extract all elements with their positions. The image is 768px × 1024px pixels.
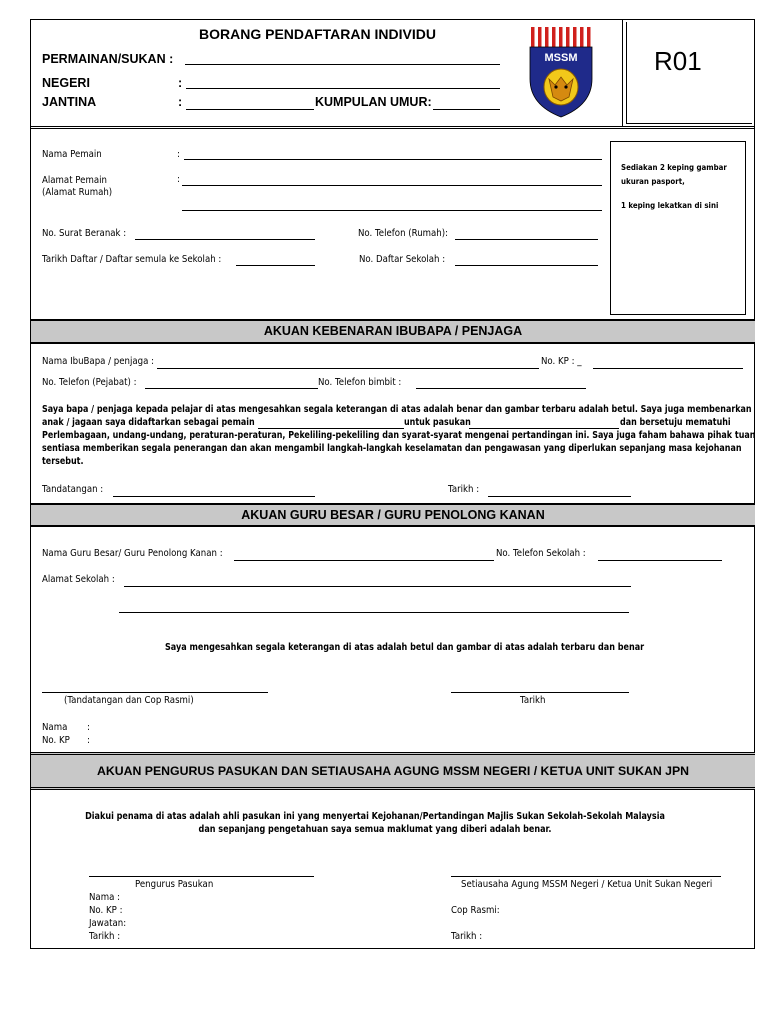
- secretary-label: Setiausaha Agung MSSM Negeri / Ketua Unit Sukan Negeri: [461, 879, 713, 890]
- form-code-box-inner: [626, 22, 752, 124]
- headmaster-name-label: Nama Guru Besar/ Guru Penolong Kanan :: [42, 548, 223, 559]
- birth-cert-label: No. Surat Beranak :: [42, 228, 127, 239]
- team-manager-label: Pengurus Pasukan: [135, 879, 214, 890]
- parent-date-line[interactable]: [488, 496, 631, 497]
- player-sport-line[interactable]: [258, 428, 404, 429]
- parent-declaration-line-2b: untuk pasukan: [404, 417, 471, 428]
- secretary-date-label: Tarikh :: [451, 931, 483, 942]
- player-address-label: Alamat Pemain: [42, 175, 107, 186]
- school-reg-label: No. Daftar Sekolah :: [359, 254, 446, 265]
- player-name-line[interactable]: [184, 159, 602, 160]
- parent-signature-label: Tandatangan :: [42, 484, 104, 495]
- register-date-label: Tarikh Daftar / Daftar semula ke Sekolah :: [42, 254, 222, 265]
- parent-declaration-line-5: tersebut.: [42, 456, 84, 467]
- school-phone-line[interactable]: [598, 560, 722, 561]
- headmaster-date-label: Tarikh: [520, 695, 546, 706]
- form-code: R01: [654, 46, 702, 76]
- headmaster-section-bar: AKUAN GURU BESAR / GURU PENOLONG KANAN: [31, 503, 755, 527]
- headmaster-name-field-colon: :: [87, 722, 90, 733]
- team-manager-line[interactable]: [89, 876, 314, 877]
- register-date-line[interactable]: [236, 265, 315, 266]
- form-title: BORANG PENDAFTARAN INDIVIDU: [199, 26, 436, 42]
- team-manager-date-label: Tarikh :: [89, 931, 121, 942]
- gender-colon: :: [178, 95, 183, 109]
- svg-text:MSSM: MSSM: [544, 52, 578, 64]
- mobile-line[interactable]: [416, 388, 586, 389]
- age-group-label: KUMPULAN UMUR:: [315, 95, 432, 109]
- home-phone-label: No. Telefon (Rumah):: [358, 228, 449, 239]
- headmaster-ic-field-colon: :: [87, 735, 90, 746]
- age-group-input-line[interactable]: [433, 109, 500, 110]
- team-manager-name-label: Nama :: [89, 892, 120, 903]
- headmaster-signature-line[interactable]: [42, 692, 268, 693]
- player-team-line[interactable]: [469, 428, 619, 429]
- secretary-line[interactable]: [451, 876, 721, 877]
- sport-input-line[interactable]: [185, 64, 500, 65]
- birth-cert-line[interactable]: [135, 239, 315, 240]
- parent-section-bar: AKUAN KEBENARAN IBUBAPA / PENJAGA: [31, 319, 755, 344]
- state-label: NEGERI: [42, 76, 90, 90]
- headmaster-ic-field: No. KP: [42, 735, 70, 746]
- school-phone-label: No. Telefon Sekolah :: [496, 548, 586, 559]
- header-rule: [31, 126, 754, 129]
- gender-input-line[interactable]: [186, 109, 314, 110]
- mssm-logo: [527, 27, 595, 119]
- player-name-label: Nama Pemain: [42, 149, 102, 160]
- parent-name-label: Nama IbuBapa / penjaga :: [42, 356, 155, 367]
- player-name-colon: :: [177, 149, 180, 160]
- state-input-line[interactable]: [186, 88, 500, 89]
- sport-label: PERMAINAN/SUKAN :: [42, 52, 174, 66]
- player-address-sub-label: (Alamat Rumah): [42, 187, 113, 198]
- parent-declaration-line-2c: dan bersetuju mematuhi: [620, 417, 731, 428]
- school-address-line-2[interactable]: [119, 612, 629, 613]
- photo-note-1: Sediakan 2 keping gambar: [621, 163, 727, 172]
- parent-declaration-line-4: sentiasa memberikan segala penerangan dan akan mengambil langkah-langkah keselamatan dan pengawasan yang diperlukan sepanjang masa kejohanan: [42, 443, 742, 454]
- manager-declaration-line-1: Diakui penama di atas adalah ahli pasukan ini yang menyertai Kejohanan/Pertandingan Majlis Sukan Sekolah-Sekolah Malaysia: [85, 811, 665, 822]
- team-manager-ic-label: No. KP :: [89, 905, 123, 916]
- headmaster-declaration: Saya mengesahkan segala keterangan di atas adalah betul dan gambar di atas adalah terbaru dan benar: [165, 642, 645, 653]
- photo-note-3: 1 keping lekatkan di sini: [621, 201, 719, 210]
- player-address-line-1[interactable]: [182, 185, 602, 186]
- parent-name-line[interactable]: [157, 368, 539, 369]
- headmaster-signature-label: (Tandatangan dan Cop Rasmi): [64, 695, 194, 706]
- headmaster-name-field: Nama: [42, 722, 68, 733]
- office-phone-line[interactable]: [145, 388, 318, 389]
- manager-section-bar: AKUAN PENGURUS PASUKAN DAN SETIAUSAHA AGUNG MSSM NEGERI / KETUA UNIT SUKAN JPN: [31, 752, 755, 790]
- parent-declaration-line-1: Saya bapa / penjaga kepada pelajar di atas mengesahkan segala keterangan di atas adalah benar dan gambar terbaru adalah betul. Saya juga membenarkan: [42, 404, 752, 415]
- photo-note-2: ukuran pasport,: [621, 177, 685, 186]
- parent-ic-label: No. KP : _: [541, 356, 582, 367]
- headmaster-date-line[interactable]: [451, 692, 629, 693]
- headmaster-name-line[interactable]: [234, 560, 494, 561]
- parent-date-label: Tarikh :: [448, 484, 480, 495]
- player-address-colon: :: [177, 174, 180, 185]
- parent-ic-line[interactable]: [593, 368, 743, 369]
- office-phone-label: No. Telefon (Pejabat) :: [42, 377, 137, 388]
- parent-signature-line[interactable]: [113, 496, 315, 497]
- team-manager-position-label: Jawatan:: [89, 918, 127, 929]
- school-reg-line[interactable]: [455, 265, 598, 266]
- home-phone-line[interactable]: [455, 239, 598, 240]
- player-address-line-2[interactable]: [182, 210, 602, 211]
- gender-label: JANTINA: [42, 95, 97, 109]
- state-colon: :: [178, 76, 183, 90]
- official-stamp-label: Cop Rasmi:: [451, 905, 500, 916]
- manager-declaration-line-2: dan sepanjang pengetahuan saya semua maklumat yang diberi adalah benar.: [198, 824, 552, 835]
- school-address-label: Alamat Sekolah :: [42, 574, 115, 585]
- parent-declaration-line-2a: anak / jagaan saya didaftarkan sebagai pemain: [42, 417, 255, 428]
- parent-declaration-line-3: Perlembagaan, undang-undang, peraturan-peraturan, Pekeliling-pekeliling dan syarat-syarat mengenai pertandingan ini. Saya juga faham bahawa pihak tuan: [42, 430, 756, 441]
- school-address-line-1[interactable]: [124, 586, 631, 587]
- form-code-box-divider: [622, 20, 623, 127]
- mobile-label: No. Telefon bimbit :: [318, 377, 402, 388]
